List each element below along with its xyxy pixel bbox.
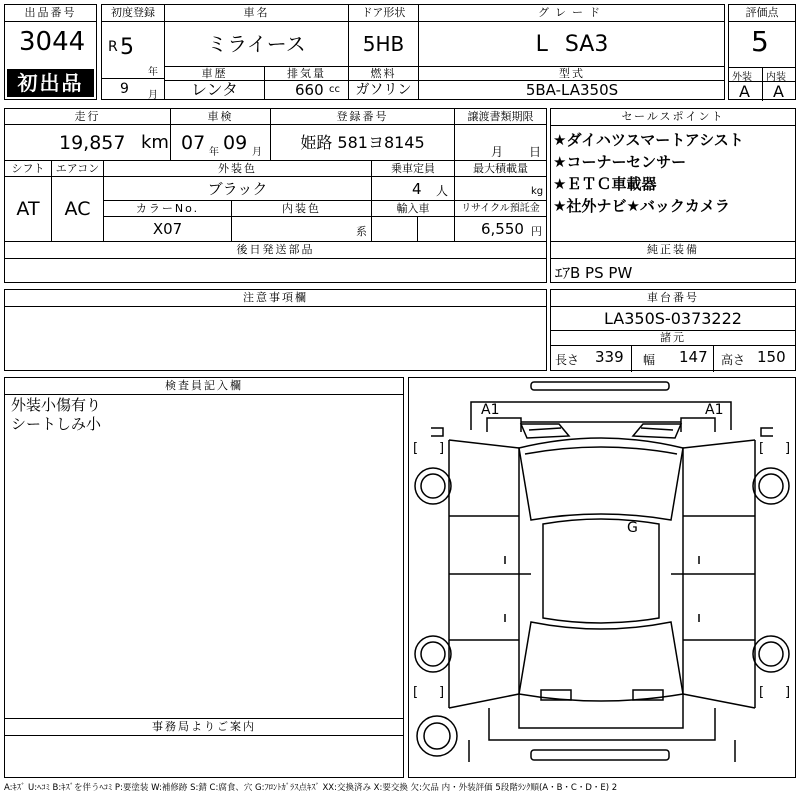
- sales-points-box: [550, 108, 796, 242]
- registration-year-unit: 年: [148, 67, 158, 78]
- chassis-value: LA350S-0373222: [604, 309, 742, 328]
- recycle-unit: 円: [531, 225, 542, 238]
- exterior-color-label: 外装色: [104, 161, 372, 177]
- car-diagram-box: [408, 377, 796, 778]
- damage-mark-front-left: A1: [481, 402, 500, 418]
- registration-box: [101, 4, 165, 100]
- inspection-year: 07: [181, 132, 206, 154]
- fuel-value: ガソリン: [349, 81, 419, 99]
- color-no-label: カラーNo.: [104, 201, 232, 217]
- door-label: ドア形状: [349, 5, 419, 22]
- inspector-note: 外装小傷有り: [11, 396, 102, 414]
- displacement-label: 排気量: [265, 67, 349, 81]
- caution-box: [4, 289, 547, 371]
- plate-value: 姫路 581ヨ8145: [271, 125, 455, 161]
- damage-mark-front-right: A1: [705, 402, 724, 418]
- interior-color-unit: 系: [356, 225, 367, 238]
- bracket-mark: ]: [785, 685, 791, 700]
- chassis-label: 車台番号: [551, 290, 795, 307]
- dimensions-width: 147: [679, 348, 708, 366]
- genuine-equipment-label: 純正装備: [551, 242, 795, 259]
- interior-label: 内装: [766, 72, 786, 83]
- registration-label: 初度登録: [102, 5, 164, 22]
- bracket-mark: [: [413, 685, 419, 700]
- capacity-value: 4: [412, 180, 422, 198]
- max-load-unit: kg: [531, 186, 544, 197]
- inspection-month-unit: 月: [252, 147, 262, 158]
- interior-color-cell: [232, 217, 372, 241]
- dimensions-length-label: 長さ: [555, 353, 580, 367]
- exterior-label: 外装: [732, 72, 752, 83]
- shift-value: AT: [5, 177, 52, 241]
- genuine-equipment-box: [550, 241, 796, 283]
- aircon-label: エアコン: [52, 161, 104, 177]
- dimensions-label: 諸元: [551, 331, 795, 346]
- bracket-mark: ]: [439, 685, 445, 700]
- inspector-box: [4, 377, 404, 719]
- inspection-label: 車検: [171, 109, 271, 125]
- genuine-equipment-value: ｴｱB PS PW: [555, 264, 633, 282]
- door-value: 5HB: [349, 22, 419, 67]
- interior-color-label: 内装色: [232, 201, 372, 217]
- inspection-year-unit: 年: [209, 147, 219, 158]
- bracket-mark: ]: [785, 441, 791, 456]
- exterior-grade: A: [739, 82, 750, 101]
- displacement-value: 660: [295, 81, 324, 99]
- later-parts-label: 後日発送部品: [5, 242, 546, 259]
- lot-number: 3044: [19, 27, 86, 57]
- bracket-mark: [: [413, 441, 419, 456]
- office-label: 事務局よりご案内: [5, 719, 403, 736]
- grade-value: L SA3: [419, 22, 725, 67]
- import-cell: [372, 217, 418, 241]
- bracket-mark: ]: [439, 441, 445, 456]
- recycle-label: リサイクル預託金: [455, 201, 546, 217]
- inspector-label: 検査員記入欄: [5, 378, 403, 395]
- mileage-label: 走行: [5, 109, 171, 125]
- damage-mark-roof: G: [627, 520, 638, 536]
- first-listing-stamp: 初出品: [7, 69, 94, 97]
- sales-point-item: ★ダイハツスマートアシスト: [553, 131, 744, 149]
- registration-year: 5: [120, 35, 134, 60]
- fuel-label: 燃料: [349, 67, 419, 81]
- transfer-month-unit: 月: [491, 145, 504, 159]
- dimensions-height: 150: [757, 348, 786, 366]
- transfer-day-unit: 日: [529, 145, 542, 159]
- registration-month-unit: 月: [148, 90, 158, 101]
- color-no-value: X07: [104, 217, 232, 241]
- mileage-unit: km: [141, 132, 169, 153]
- shift-label: シフト: [5, 161, 52, 177]
- registration-month: 9: [120, 81, 129, 97]
- dimensions-length: 339: [595, 348, 624, 366]
- car-diagram: [409, 378, 795, 777]
- transfer-label: 譲渡書類期限: [455, 109, 546, 125]
- interior-grade: A: [773, 82, 784, 101]
- bracket-mark: [: [759, 441, 765, 456]
- sales-point-item: ★ＥＴＣ車載器: [553, 175, 657, 193]
- max-load-cell: [455, 177, 546, 201]
- legend-text: A:ｷｽﾞ U:ﾍｺﾐ B:ｷｽﾞを伴うﾍｺﾐ P:要塗装 W:補修跡 S:錆 C:腐食、穴 G:ﾌﾛﾝﾄｶﾞﾗｽ点ｷｽﾞ XX:交換済み X:要交換 欠:欠品 内・外装評価 5段階ﾗﾝｸ順(A・B・C・D・E) 2: [4, 783, 618, 793]
- model-value: 5BA-LA350S: [525, 81, 619, 99]
- import-cell-2: [418, 217, 455, 241]
- mileage-value: 19,857: [59, 132, 126, 154]
- later-parts-box: [4, 241, 547, 283]
- dimensions-height-label: 高さ: [721, 353, 746, 367]
- displacement-cell: [265, 81, 349, 99]
- car-name-value: ミライース: [165, 22, 349, 67]
- grade-label: グレード: [419, 5, 725, 22]
- score-value: 5: [751, 25, 769, 58]
- sales-points-label: セールスポイント: [551, 109, 795, 126]
- inspector-note: シートしみ小: [11, 415, 102, 433]
- inspection-cell: [171, 125, 271, 161]
- chassis-box: [550, 289, 796, 371]
- aircon-value: AC: [52, 177, 104, 241]
- spec-box: [4, 108, 547, 242]
- sales-point-item: ★コーナーセンサー: [553, 153, 687, 171]
- registration-era: R: [108, 39, 118, 55]
- caution-label: 注意事項欄: [5, 290, 546, 307]
- dimensions-width-label: 幅: [643, 353, 656, 367]
- displacement-unit: cc: [329, 84, 340, 95]
- lot-box: [4, 4, 97, 100]
- mileage-cell: [5, 125, 171, 161]
- car-name-label: 車名: [165, 5, 349, 22]
- inspection-month: 09: [223, 132, 248, 154]
- exterior-color-value: ブラック: [104, 177, 372, 201]
- history-value: レンタ: [165, 81, 265, 99]
- lot-label: 出品番号: [5, 5, 96, 22]
- capacity-unit: 人: [436, 184, 449, 198]
- inspector-notes: [11, 396, 101, 434]
- sales-points-list: [553, 129, 744, 217]
- vehicle-info-box: [165, 4, 725, 100]
- recycle-cell: [455, 217, 546, 241]
- import-label: 輸入車: [372, 201, 455, 217]
- history-label: 車歴: [165, 67, 265, 81]
- bracket-mark: [: [759, 685, 765, 700]
- capacity-label: 乗車定員: [372, 161, 455, 177]
- capacity-cell: [372, 177, 455, 201]
- recycle-value: 6,550: [481, 220, 524, 238]
- office-box: [4, 718, 404, 778]
- max-load-label: 最大積載量: [455, 161, 546, 177]
- model-label: 型式: [419, 67, 725, 81]
- transfer-cell: [455, 125, 546, 161]
- sales-point-item: ★社外ナビ★バックカメラ: [553, 197, 730, 215]
- score-box: [728, 4, 796, 100]
- plate-label: 登録番号: [271, 109, 455, 125]
- score-label: 評価点: [729, 5, 795, 22]
